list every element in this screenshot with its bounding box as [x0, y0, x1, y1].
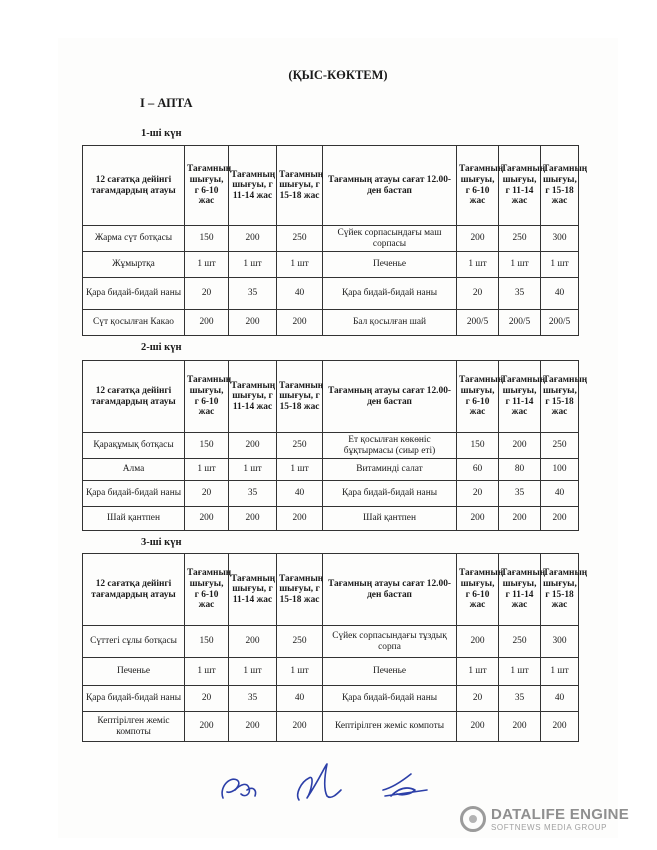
afternoon-dish: Кептірілген жеміс компоты: [323, 712, 457, 742]
header-age-11-14: Тағамның шығуы, г 11-14 жас: [229, 361, 277, 433]
morning-portion-11-14: 200: [229, 433, 277, 459]
morning-portion-15-18: 200: [277, 507, 323, 531]
header-age-11-14: Тағамның шығуы, г 11-14 жас: [499, 146, 541, 226]
morning-portion-6-10: 150: [185, 626, 229, 658]
morning-dish: Шай қантпен: [83, 507, 185, 531]
afternoon-portion-15-18: 100: [541, 459, 579, 481]
afternoon-dish: Витаминді салат: [323, 459, 457, 481]
table-row: [83, 712, 579, 742]
afternoon-portion-15-18: 1 шт: [541, 658, 579, 686]
morning-dish: Қарақұмық ботқасы: [83, 433, 185, 459]
morning-portion-6-10: 150: [185, 226, 229, 252]
morning-portion-11-14: 1 шт: [229, 459, 277, 481]
morning-portion-15-18: 1 шт: [277, 459, 323, 481]
afternoon-dish: Шай қантпен: [323, 507, 457, 531]
header-age-15-18: Тағамның шығуы, г 15-18 жас: [541, 361, 579, 433]
afternoon-portion-11-14: 200: [499, 433, 541, 459]
watermark-subtitle: SOFTNEWS MEDIA GROUP: [491, 823, 608, 832]
morning-dish: Қара бидай-бидай наны: [83, 481, 185, 507]
morning-portion-11-14: 1 шт: [229, 252, 277, 278]
watermark-name: DATALIFE ENGINE: [491, 806, 630, 823]
afternoon-portion-11-14: 1 шт: [499, 658, 541, 686]
morning-portion-15-18: 40: [277, 278, 323, 310]
afternoon-dish: Сүйек сорпасындағы маш сорпасы: [323, 226, 457, 252]
afternoon-portion-6-10: 200: [457, 712, 499, 742]
header-dish-morning: 12 сағатқа дейінгі тағамдардың атауы: [83, 554, 185, 626]
morning-portion-6-10: 1 шт: [185, 459, 229, 481]
afternoon-dish: Қара бидай-бидай наны: [323, 686, 457, 712]
morning-dish: Жарма сүт ботқасы: [83, 226, 185, 252]
morning-portion-11-14: 200: [229, 507, 277, 531]
watermark-logo: [460, 806, 629, 832]
afternoon-portion-15-18: 40: [541, 481, 579, 507]
morning-portion-6-10: 200: [185, 310, 229, 336]
header-age-15-18: Тағамның шығуы, г 15-18 жас: [541, 146, 579, 226]
morning-portion-15-18: 40: [277, 686, 323, 712]
watermark-logo-icon: [460, 806, 486, 832]
table-header-row: [83, 554, 579, 626]
table-header-row: [83, 361, 579, 433]
header-age-15-18: Тағамның шығуы, г 15-18 жас: [277, 361, 323, 433]
morning-portion-6-10: 200: [185, 507, 229, 531]
afternoon-portion-15-18: 40: [541, 686, 579, 712]
table-row: [83, 433, 579, 459]
header-age-6-10: Тағамның шығуы, г 6-10 жас: [185, 146, 229, 226]
menu-table-day-2: [82, 360, 588, 531]
header-age-11-14: Тағамның шығуы, г 11-14 жас: [229, 146, 277, 226]
morning-portion-15-18: 200: [277, 310, 323, 336]
afternoon-portion-15-18: 200: [541, 507, 579, 531]
table-row: [83, 310, 579, 336]
header-age-15-18: Тағамның шығуы, г 15-18 жас: [541, 554, 579, 626]
afternoon-portion-6-10: 1 шт: [457, 658, 499, 686]
header-age-11-14: Тағамның шығуы, г 11-14 жас: [499, 554, 541, 626]
afternoon-portion-6-10: 200: [457, 226, 499, 252]
afternoon-portion-6-10: 200: [457, 507, 499, 531]
afternoon-portion-6-10: 60: [457, 459, 499, 481]
morning-dish: Сүттегі сұлы ботқасы: [83, 626, 185, 658]
afternoon-portion-15-18: 300: [541, 226, 579, 252]
header-age-6-10: Тағамның шығуы, г 6-10 жас: [457, 361, 499, 433]
morning-dish: Кептірілген жеміс компоты: [83, 712, 185, 742]
morning-portion-6-10: 1 шт: [185, 658, 229, 686]
afternoon-portion-11-14: 1 шт: [499, 252, 541, 278]
afternoon-portion-11-14: 80: [499, 459, 541, 481]
morning-portion-6-10: 200: [185, 712, 229, 742]
afternoon-portion-11-14: 35: [499, 686, 541, 712]
morning-portion-6-10: 150: [185, 433, 229, 459]
afternoon-portion-6-10: 20: [457, 278, 499, 310]
morning-portion-11-14: 200: [229, 626, 277, 658]
afternoon-portion-6-10: 20: [457, 481, 499, 507]
week-heading: I – АПТА: [140, 96, 193, 110]
table-row: [83, 252, 579, 278]
morning-portion-15-18: 1 шт: [277, 658, 323, 686]
table-row: [83, 481, 579, 507]
afternoon-dish: Қара бидай-бидай наны: [323, 278, 457, 310]
afternoon-portion-15-18: 40: [541, 278, 579, 310]
afternoon-portion-6-10: 1 шт: [457, 252, 499, 278]
morning-portion-11-14: 200: [229, 712, 277, 742]
afternoon-portion-11-14: 250: [499, 226, 541, 252]
day-label-2: 2-ші күн: [141, 342, 182, 353]
header-age-6-10: Тағамның шығуы, г 6-10 жас: [457, 146, 499, 226]
header-age-6-10: Тағамның шығуы, г 6-10 жас: [185, 361, 229, 433]
morning-portion-15-18: 200: [277, 712, 323, 742]
afternoon-dish: Сүйек сорпасындағы тұздық сорпа: [323, 626, 457, 658]
afternoon-dish: Қара бидай-бидай наны: [323, 481, 457, 507]
morning-portion-11-14: 200: [229, 310, 277, 336]
morning-dish: Жұмыртқа: [83, 252, 185, 278]
morning-dish: Сүт қосылған Какао: [83, 310, 185, 336]
afternoon-portion-11-14: 200/5: [499, 310, 541, 336]
afternoon-portion-15-18: 200: [541, 712, 579, 742]
header-age-15-18: Тағамның шығуы, г 15-18 жас: [277, 554, 323, 626]
table-row: [83, 459, 579, 481]
header-age-6-10: Тағамның шығуы, г 6-10 жас: [457, 554, 499, 626]
signature-1-mark: [222, 779, 255, 798]
afternoon-portion-6-10: 150: [457, 433, 499, 459]
morning-portion-11-14: 200: [229, 226, 277, 252]
afternoon-portion-11-14: 35: [499, 278, 541, 310]
morning-dish: Қара бидай-бидай наны: [83, 278, 185, 310]
morning-portion-6-10: 20: [185, 278, 229, 310]
morning-portion-11-14: 35: [229, 481, 277, 507]
table-row: [83, 507, 579, 531]
table-row: [83, 226, 579, 252]
header-age-11-14: Тағамның шығуы, г 11-14 жас: [499, 361, 541, 433]
afternoon-portion-11-14: 200: [499, 507, 541, 531]
table-row: [83, 626, 579, 658]
morning-portion-15-18: 250: [277, 433, 323, 459]
morning-portion-6-10: 20: [185, 481, 229, 507]
afternoon-portion-15-18: 300: [541, 626, 579, 658]
afternoon-portion-11-14: 250: [499, 626, 541, 658]
morning-portion-15-18: 250: [277, 626, 323, 658]
morning-dish: Печенье: [83, 658, 185, 686]
morning-portion-6-10: 20: [185, 686, 229, 712]
morning-portion-15-18: 40: [277, 481, 323, 507]
morning-portion-15-18: 1 шт: [277, 252, 323, 278]
header-age-6-10: Тағамның шығуы, г 6-10 жас: [185, 554, 229, 626]
day-label-1: 1-ші күн: [141, 128, 182, 139]
header-age-15-18: Тағамның шығуы, г 15-18 жас: [277, 146, 323, 226]
afternoon-dish: Печенье: [323, 252, 457, 278]
table-row: [83, 658, 579, 686]
morning-portion-6-10: 1 шт: [185, 252, 229, 278]
menu-table-day-1: [82, 145, 588, 336]
signatures: [215, 760, 445, 810]
afternoon-portion-11-14: 200: [499, 712, 541, 742]
header-dish-morning: 12 сағатқа дейінгі тағамдардың атауы: [83, 361, 185, 433]
afternoon-portion-6-10: 200/5: [457, 310, 499, 336]
table-row: [83, 686, 579, 712]
afternoon-portion-15-18: 200/5: [541, 310, 579, 336]
morning-dish: Алма: [83, 459, 185, 481]
menu-table-day-3: [82, 553, 588, 742]
day-label-3: 3-ші күн: [141, 537, 182, 548]
morning-portion-15-18: 250: [277, 226, 323, 252]
morning-portion-11-14: 1 шт: [229, 658, 277, 686]
table-header-row: [83, 146, 579, 226]
afternoon-portion-6-10: 20: [457, 686, 499, 712]
header-dish-afternoon: Тағамның атауы сағат 12.00-ден бастап: [323, 146, 457, 226]
header-dish-morning: 12 сағатқа дейінгі тағамдардың атауы: [83, 146, 185, 226]
season-heading: (ҚЫС-КӨКТЕМ): [288, 68, 388, 82]
morning-dish: Қара бидай-бидай наны: [83, 686, 185, 712]
afternoon-portion-11-14: 35: [499, 481, 541, 507]
header-age-11-14: Тағамның шығуы, г 11-14 жас: [229, 554, 277, 626]
afternoon-portion-15-18: 1 шт: [541, 252, 579, 278]
morning-portion-11-14: 35: [229, 686, 277, 712]
afternoon-dish: Ет қосылған көкөніс бұқтырмасы (сиыр еті): [323, 433, 457, 459]
afternoon-portion-6-10: 200: [457, 626, 499, 658]
table-row: [83, 278, 579, 310]
header-dish-afternoon: Тағамның атауы сағат 12.00-ден бастап: [323, 554, 457, 626]
signature-2-mark: [298, 764, 341, 800]
afternoon-dish: Печенье: [323, 658, 457, 686]
afternoon-portion-15-18: 250: [541, 433, 579, 459]
afternoon-dish: Бал қосылған шай: [323, 310, 457, 336]
signature-3-mark: [383, 774, 427, 796]
header-dish-afternoon: Тағамның атауы сағат 12.00-ден бастап: [323, 361, 457, 433]
morning-portion-11-14: 35: [229, 278, 277, 310]
